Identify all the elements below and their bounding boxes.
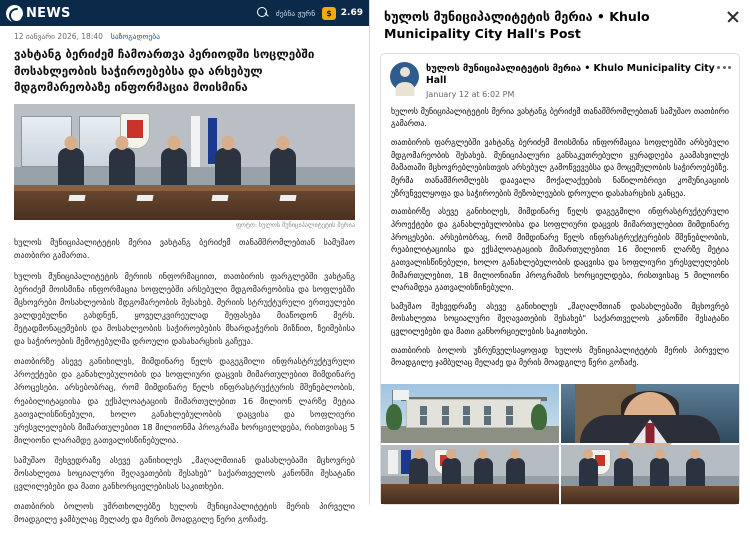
panel-title: ხულოს მუნიციპალიტეტის მერია • Khulo Municipality City Hall's Post	[384, 9, 650, 41]
search-label[interactable]: ძებნა ჟურნ	[275, 8, 316, 18]
article-hero-photo	[14, 104, 355, 220]
post-header	[381, 54, 739, 105]
currency-badge: $	[322, 7, 336, 20]
post-body	[381, 105, 739, 384]
article-category[interactable]: საზოგადოება	[110, 32, 160, 41]
post-paragraph: თათბირის ბოლოს უზრუნველსაყოფად ხულოს მუნიციპალიტეტის მერის პირველი მოადგილე ჯამბულაც მელაძე და მერის მოადგილე წერი გოჩაძე.	[391, 345, 729, 368]
panel-header	[370, 0, 750, 51]
logo-text: NEWS	[26, 5, 71, 21]
post-paragraph: სამუშაო შეხვედრაზე ასევე განიხილეს „მაღალმთიან დასახლებაში მცხოვრებ მოსახლეთა სოციალური შეღავათების შესახებ" საქართველოს კანონში შესატანი ცვლილებები და მათი განხორციელების საკითხები.	[391, 301, 729, 337]
meeting-room-illustration	[14, 104, 355, 220]
meeting-room-photo-right[interactable]	[561, 445, 739, 504]
article-paragraph: თათბირზე ასევე განიხილეს, მიმდინარე წელს დაგეგმილი ინფრასტრუქტურული პროექტები და განახლებულობის და სოფლიური დაცვის მიმართულებით მიმდინარე პროცესები. არსებობრაც, რომ მიმდინარე წელს ინფრასტრუქტურის მშენებლობის, რეაბილიტაციისა და ექსპლოატაციის მიმართულებით 16 მილიონ ლარზე მეტია გათვალისწინებული, ხოლო განახლებულობის დაცვისა და სოფლიური ურესვლელების მიმართულებით 18 მილიონმა პროგრამა ხორციელდება, რისთვისაც 5 მილიონი ლარამდე გათვალისწინებულია.	[14, 356, 355, 445]
search-icon[interactable]	[257, 7, 269, 19]
post-timestamp: January 12 at 6:02 PM	[426, 89, 515, 99]
article-meta	[0, 26, 369, 41]
article-date: 12 იანვარი 2026, 18:40	[14, 32, 103, 41]
post-paragraph: თათბირზე ასევე განიხილეს, მიმდინარე წელს დაგეგმილი ინფრასტრუქტურული პროექტები და განახლებულობისა და სოფლიური დაცვის მიმართულებით მიმდინარე პროცესები. არსებობრაც, რომ მიმდინარე წელს ინფრასტრუქტურების მშენებლობის, რეაბილიტაციისა და ექსპლოატაციის მიმართულებით 16 მილიონ ლარზე მეტია გათვალისწინებული, ხოლო განახლებულობის დაცვისა და სოფლიური ურესვლელების მიმართულებით, 18 მილიონიანი პროგრამის ხორციელდება, რისთვისაც 5 მილიონი ლარამდეა გათვალისწინებული.	[391, 207, 729, 293]
meeting-room-photo-left[interactable]	[381, 445, 559, 504]
article-paragraph: თათბირის ბოლოს უშრთხოლებზე ხულოს მუნიციპალიტეტის მერის პირველი მოადგილე ჯამბულაც მელაძე და მერის მოადგილე წერი გოჩაძე.	[14, 501, 355, 525]
article-paragraph: სამუშაო შეხვედრაზე ასევე განიხილეს „მაღალმთიან დასახლებაში მცხოვრებ მოსახლეთა სოციალური შეღავათების შესახებ" საქართველოს კანონში შესატანი ცვლილებები და მათი განხორციელებისას საკითხები.	[14, 455, 355, 492]
post-photo-grid	[381, 384, 739, 504]
facebook-post-pane	[370, 0, 750, 505]
article-paragraph: ხულოს მუნიციპალიტეტის მერია ვახტანგ ბერიძემ თანამშრომლებთან სამუშაო თათბირი გამართა.	[14, 237, 355, 261]
site-logo[interactable]	[6, 5, 71, 22]
photo-caption: ფოტო: ხულოს მუნიციპალიტეტის მერია	[235, 222, 355, 230]
post-paragraph: ხულოს მუნიციპალიტეტის მერია ვახტანგ ბერიძემ თანამშრომლებთან სამუშაო თათბირი გამართა.	[391, 106, 729, 129]
page-title: ვახტანგ ბერიძემ ჩამოართვა პერიოდში სოცლებში მოსახლეობის საჭიროებებსა და არსებულ მდგომარეობაზე ინფორმაცია მოისმინა	[14, 47, 315, 95]
news-article-pane	[0, 0, 370, 525]
municipality-building-photo[interactable]	[381, 384, 559, 443]
post-card	[380, 53, 740, 505]
news-site-topbar	[0, 0, 369, 26]
post-author-block	[426, 62, 730, 99]
close-icon[interactable]	[725, 9, 741, 25]
post-paragraph: თათბირის ფარგლებში ვახტანგ ბერიძემ მოისმინა ინფორმაცია სოფლებში არსებული მდგომარეობის შესახებ. მუნიციპალური განსაკუთრებული ყურადღება გაამახვილეს მამათაში მცხოვრებლებისთვის არსებულ გამოწვევებსა და მოცემულობის საჭიროებებზე. მერმა თანამშრომლებს დაავალა მოქალაქეების ნაწილობრივი კომუნიკაციის უზრუნველყოფა და საჭიროების მეზობლეუბის დროული დასახარცხის განცეა.	[391, 138, 729, 198]
more-options-icon[interactable]	[717, 66, 731, 69]
page-name[interactable]: ხულოს მუნიციპალიტეტის მერია • Khulo Municipality City Hall	[426, 62, 715, 87]
logo-mark-icon	[6, 5, 23, 22]
article-body	[0, 230, 369, 543]
topbar-right-group	[257, 7, 363, 20]
avatar[interactable]	[390, 62, 419, 91]
currency-rate: 2.69	[340, 8, 363, 18]
mayor-portrait-photo[interactable]	[561, 384, 739, 443]
article-paragraph: ხულოს მუნიციპალიტეტის მერიის ინფორმაციით, თათბირის ფარგლებში ვახტანგ ბერიძემ მოისმინა ინფორმაცია სოფლებში არსებული მდგომარეობისა და სოფლებში მცხოვრები მოსახლეობის მდგომარეობის შესახებ. მერიის სტრუქტურული ერთეულები ვალდებულნი გახდნენ, ყოველკვირეულად შეფასება მიაწოდონ მერს. მეტადმონაცემების და მოსახლეობის საჭიროებების მხარდაჭერის მიზნით, ზეიმებისა და საჭიროების მემოტებულმა დროული დასახარცხის გაჩეუა.	[14, 270, 355, 347]
